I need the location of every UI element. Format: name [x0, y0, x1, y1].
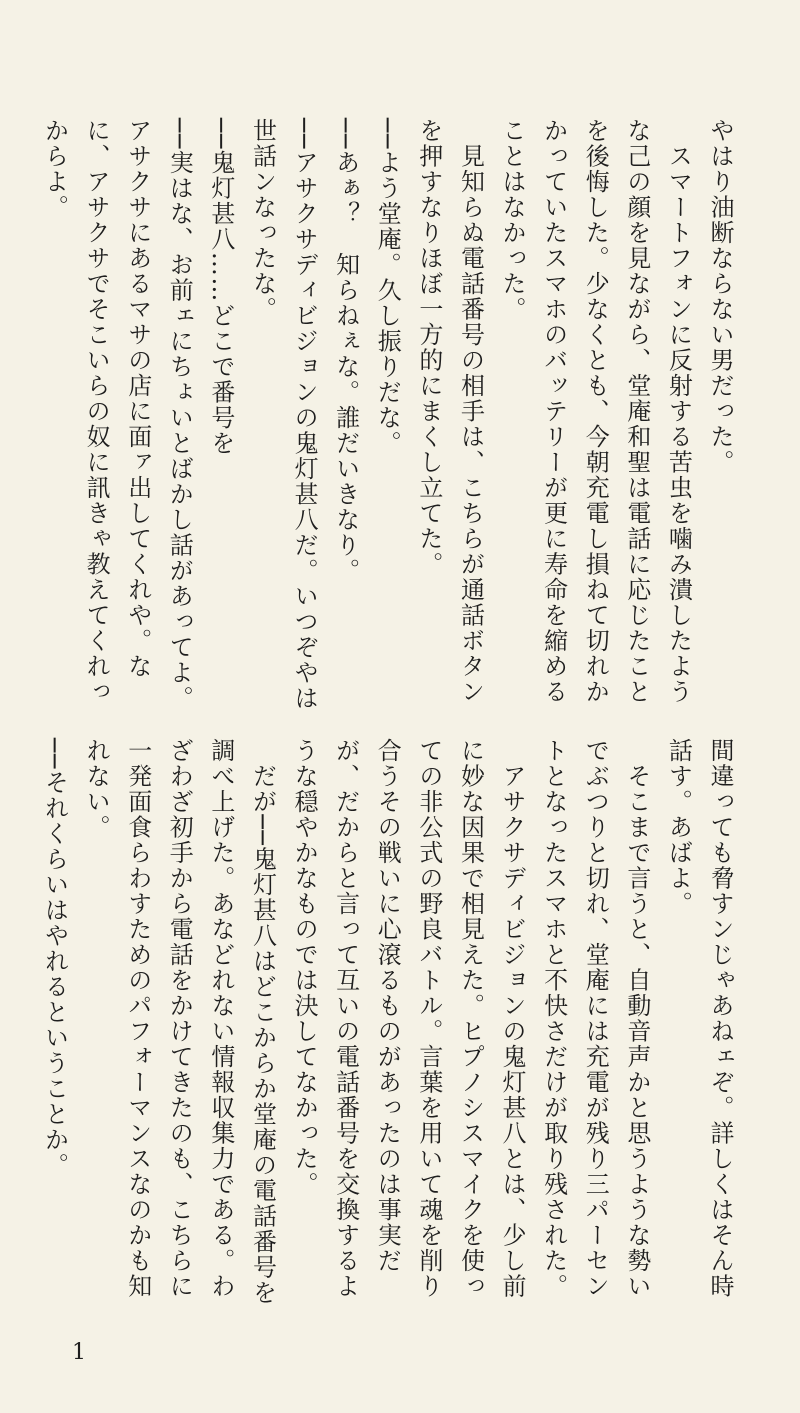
lower-text-block [40, 738, 740, 1318]
dialogue-line: ──アサクサディビジョンの鬼灯甚八だ。いつぞやは世話ンなったな。 [248, 118, 319, 711]
paragraph: だが──鬼灯甚八はどこからか堂庵の電話番号を調べ上げた。あなどれない情報収集力である。わざわざ初手から電話をかけてきたのも、こちらに一発面食らわすためのパフォーマンスなのかも知れない。 [82, 738, 277, 1306]
dialogue-line: ──よう堂庵。久し振りだな。 [373, 118, 402, 456]
page-number: 1 [72, 1340, 86, 1365]
paragraph: 見知らぬ電話番号の相手は、こちらが通話ボタンを押すなりほぼ一方的にまくし立てた。 [414, 118, 485, 705]
upper-text-block [40, 118, 740, 718]
paragraph: スマートフォンに反射する苦虫を噛み潰したような己の顔を見ながら、堂庵和聖は電話に応じたことを後悔した。少なくとも、今朝充電し損ねて切れかかっていたスマホのバッテリーが更に寿命を縮めることはなかった。 [498, 118, 693, 705]
dialogue-line: ──それくらいはやれるということか。 [40, 738, 69, 1178]
paragraph: やはり油断ならない男だった。 [706, 118, 734, 475]
paragraph: 間違っても脅すンじゃあねェぞ。詳しくはそん時話す。あばよ。 [664, 738, 734, 1299]
paragraph: そこまで言うと、自動音声かと思うような勢いでぶつりと切れ、堂庵には充電が残り三パーセントとなったスマホと不快さだけが取り残された。 [539, 738, 651, 1299]
paragraph: アサクサディビジョンの鬼灯甚八とは、少し前に妙な因果で相見えた。ヒプノシスマイクを使っての非公式の野良バトル。言葉を用いて魂を削り合うその戦いに心滾るものがあったのは事実だが、だからと言って互いの電話番号を交換するような穏やかなものでは決してなかった。 [290, 738, 527, 1299]
dialogue-line: ──鬼灯甚八……どこで番号を [206, 118, 235, 456]
dialogue-line: ──あぁ？ 知らねぇな。誰だいきなり。 [331, 118, 360, 584]
dialogue-line: ──実はな、お前ェにちょいとばかし話があってよ。アサクサにあるマサの店に面ァ出してくれや。なに、アサクサでそこいらの奴に訊きゃ教えてくれっからよ。 [40, 118, 194, 711]
